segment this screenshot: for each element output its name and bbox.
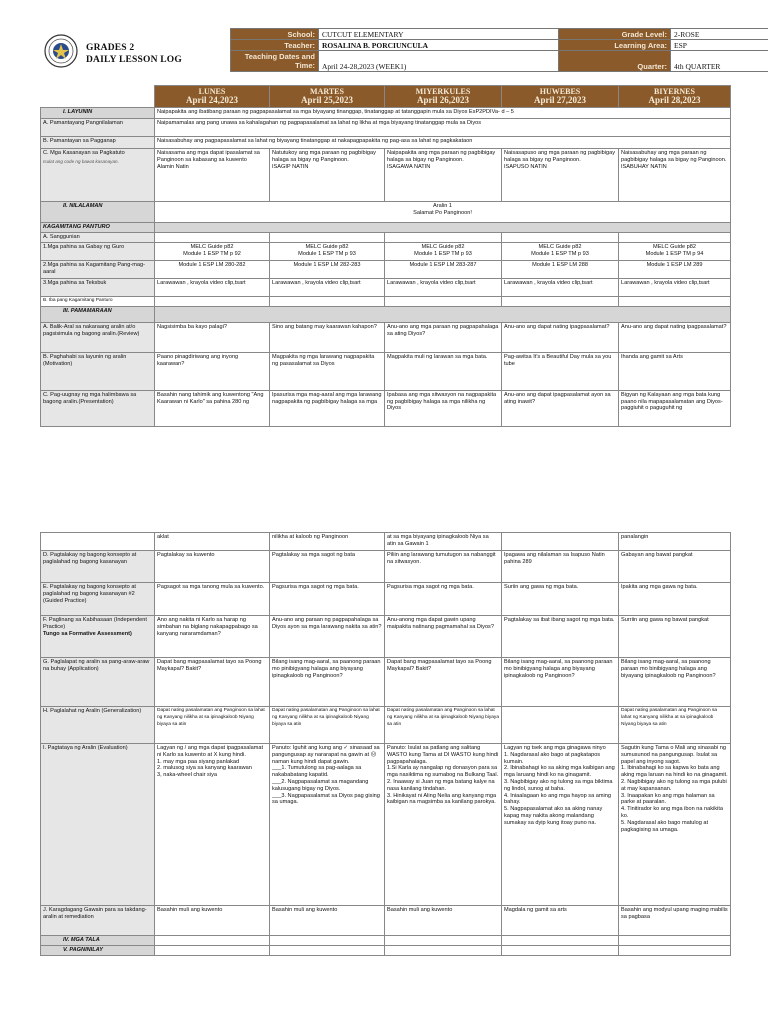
kasanayan-cell: Naisasama ang mga dapat ipasalamat sa Panginoon sa kabasang sa kuwento Alamin Natin [155, 149, 270, 202]
paglalahat-cell [502, 707, 619, 744]
pag-uugnay-cell: Anu-ano ang dapat ipagpasalamat ayon sa ating inawit? [502, 390, 619, 426]
paghahabi-cell: Paano pinagdiriwang ang inyong kaarawan? [155, 352, 270, 390]
continued-cell: at sa mga biyayang ipinagkaloob Niya sa atin sa Gawain 1 [385, 533, 502, 551]
gabay-guro-cell: MELC Guide p82 Module 1 ESP TM p 92 [155, 242, 270, 260]
cell-empty [155, 936, 270, 946]
row-label-pagtalakay-1: D. Pagtalakay ng bagong konsepto at paglalahad ng bagong kasanayan [41, 551, 155, 583]
day-header-monday: LUNES April 24,2023 [155, 86, 270, 108]
learner-material-cell: Module 1 ESP LM 283-287 [385, 260, 502, 278]
paghahabi-cell: Magpakita muli ng larawan sa mga bata. [385, 352, 502, 390]
paglalahat-cell: Dapat nating pasalamatan ang Panginoon sa lahat ng Kanyang nilikha at sa ipinagkaloob Niyang biyaya sa atin [385, 707, 502, 744]
cell-empty [502, 233, 619, 243]
paghahabi-cell: Ihanda ang gamit sa Arts [619, 352, 731, 390]
cell-empty [385, 946, 502, 956]
school-value: CUTCUT ELEMENTARY [319, 29, 559, 40]
section-pagninilay: V. PAGNINILAY [41, 946, 155, 956]
karagdagang-gawain-cell: Basahin muli ang kuwento [155, 906, 270, 936]
kasanayan-cell: Natutukoy ang mga paraan ng pagbibigay halaga sa bigay ng Panginoon. ISAGIP NATIN [270, 149, 385, 202]
header-table [230, 28, 768, 72]
cell-empty [155, 296, 270, 306]
gabay-guro-cell: MELC Guide p82 Module 1 ESP TM p 94 [619, 242, 731, 260]
row-label-pamantayan-sa-pagganap: B. Pamantayan sa Pagganap [41, 137, 155, 149]
cell-empty [385, 296, 502, 306]
row-label-karagdagang-gawain: J. Karagdagang Gawain para sa takdang-aralin at remediation [41, 906, 155, 936]
balik-aral-cell: Anu-ano ang mga paraan ng pagpapahalaga sa ating Diyos? [385, 322, 502, 352]
learner-material-cell: Module 1 ESP LM 280-282 [155, 260, 270, 278]
school-label: School: [231, 29, 319, 40]
paglinang-cell: Surriin ang gawa ng bawat pangkat [619, 616, 731, 658]
pagtalakay-2-cell: Pagsagot sa mga tanong mula sa kuwento. [155, 583, 270, 616]
learner-material-cell: Module 1 ESP LM 289 [619, 260, 731, 278]
balik-aral-cell: Anu-ano ang dapat nating ipagpasalamat? [502, 322, 619, 352]
pamantayang-pangnilalaman-text: Naipamamalas ang pang unawa sa kahalagahan ng pagpapasalamat sa lahat ng likha at mga biyayang tinatanggap mula sa Diyos [155, 119, 731, 137]
pag-uugnay-cell: Ipabasa ang mga sitwasyon na nagpapakita ng pagbibigay halaga sa mga nilikha ng Diyos [385, 390, 502, 426]
deped-seal-icon [44, 34, 78, 68]
row-label-mga-kasanayan [41, 149, 155, 202]
paghahabi-cell: Magpakita ng mga larawang nagpapakita ng pasasalamat sa Diyos [270, 352, 385, 390]
karagdagang-gawain-cell: Basahin ang modyul upang maging mabilis sa pagbasa [619, 906, 731, 936]
day-header-thursday: HUWEBES April 27,2023 [502, 86, 619, 108]
kasanayan-label: C. Mga Kasanayan sa Pagkatuto [43, 150, 125, 156]
karagdagang-gawain-cell: Magdala ng gamit sa arts [502, 906, 619, 936]
corner-cell [41, 86, 155, 108]
paglalapat-cell: Bilang isang mag-aaral, sa paanong paraan mo binibigyang halaga ang biyayang ipinagkaloob ng Panginoon? [619, 658, 731, 707]
pagtataya-cell: Panuto: Iguhit ang kung ang ✓ sinasaad sa pangungusap ay nararapat na gawin at ☹ naman kung hindi dapat gawin. ___1. Tumutulong sa pag-aalaga sa nakababatang kapatid. ___2. Nagpapasalamat sa magandang kalusugang bigay ng Diyos. ___3. Nagpapasalamat sa Diyos pag gising sa umaga. [270, 744, 385, 906]
teacher-value: ROSALINA B. PORCIUNCULA [319, 40, 559, 51]
pagtalakay-1-cell: Ipagawa ang nilalaman sa Isapuso Natin pahina 289 [502, 551, 619, 583]
cell-empty [502, 946, 619, 956]
teaching-dates-label: Teaching Dates and Time: [231, 51, 319, 72]
nilalaman-aralin: Aralin 1 [433, 203, 452, 209]
pagtalakay-1-cell: Pagtalakay sa kuwento [155, 551, 270, 583]
page-2 [0, 528, 768, 1024]
paglinang-label: F. Paglinang sa Kabihasaan (Independent Practice) [43, 617, 147, 630]
cell-empty [270, 946, 385, 956]
paglalahat-cell: Dapat nating pasalamatan ang Panginoon sa lahat ng Kanyang nilikha at sa ipinagkaloob Niyang biyaya sa atin [155, 707, 270, 744]
log-title [86, 42, 182, 66]
log-header [40, 28, 730, 78]
kasanayan-sublabel: Isulat ang code ng bawat kasanayan. [43, 158, 119, 164]
lesson-table-page1 [40, 85, 731, 427]
paglalapat-cell: Dapat bang magpasalamat tayo sa Poong Maykapal? Bakit? [155, 658, 270, 707]
paglinang-cell: Ano ang nakita ni Karlo sa harap ng simbahan na biglang nakapagpabago sa kanyang nararamdaman? [155, 616, 270, 658]
pamamaraan-blank [155, 306, 731, 322]
paglalapat-cell: Bilang isang mag-aaral, sa paanong paraan mo pinibigyang halaga ang biyayang ipinagkaloob ng Panginoon? [270, 658, 385, 707]
day-header-friday: BIYERNES April 28,2023 [619, 86, 731, 108]
paglinang-cell: Pagtalakay sa ibat ibang sagot ng mga bata. [502, 616, 619, 658]
gabay-guro-cell: MELC Guide p82 Module 1 ESP TM p 93 [270, 242, 385, 260]
teksbuk-cell: Larawawan , krayola video clip,tsart [155, 278, 270, 296]
kagamitang-panturo-blank [155, 223, 731, 233]
day-header-tuesday: MARTES April 25,2023 [270, 86, 385, 108]
teksbuk-cell: Larawawan , krayola video clip,tsart [270, 278, 385, 296]
row-label-balik-aral: A. Balik-Aral sa nakaraang aralin at/o pagsisimula ng bagong aralin.(Review) [41, 322, 155, 352]
pag-uugnay-cell: Basahin nang tahimik ang kuwentong "Ang Kaarawan ni Karlo" sa pahina 280 ng [155, 390, 270, 426]
row-label-paghahabi: B. Paghahabi sa layunin ng aralin (Motivation) [41, 352, 155, 390]
pagtalakay-1-cell: Piliin ang larawang tumutugon sa nabanggit na sitwasyon. [385, 551, 502, 583]
teaching-dates-value: April 24-28,2023 (WEEK1) [319, 51, 559, 72]
paglalapat-cell: Dapat bang magpasalamat tayo sa Poong Maykapal? Bakit? [385, 658, 502, 707]
quarter-value: 4th QUARTER [671, 51, 768, 72]
pagtalakay-1-cell: Gabayan ang bawat pangkat [619, 551, 731, 583]
day-header-wednesday: MIYERKULES April 26,2023 [385, 86, 502, 108]
balik-aral-cell: Anu-ano ang dapat nating ipagpasalamat? [619, 322, 731, 352]
pagtalakay-2-cell: Pagsurisa mga sagot ng mga bata. [270, 583, 385, 616]
row-label-paglalapat: G. Paglalapat ng aralin sa pang-araw-araw na buhay (Application) [41, 658, 155, 707]
row-label-paglalahat: H. Paglalahat ng Aralin (Generalization) [41, 707, 155, 744]
cell-empty [270, 296, 385, 306]
row-label-sanggunian: A. Sanggunian [41, 233, 155, 243]
row-label-teksbuk: 3.Mga pahina sa Teksbuk [41, 278, 155, 296]
row-label-paglinang [41, 616, 155, 658]
paglinang-sublabel: Tungo sa Formative Assessment) [43, 630, 132, 637]
teksbuk-cell: Larawawan , krayola video clip,tsart [619, 278, 731, 296]
pamantayan-sa-pagganap-text: Naisasabuhay ang pagpapasalamat sa lahat ng biyayang tinatanggap at nakapagpapakita ng pag-asa sa lahat ng pagkakataon [155, 137, 731, 149]
continued-cell: nilikha at kaloob ng Panginoon [270, 533, 385, 551]
paglalahat-cell: Dapat nating pasalamatan ang Panginoon sa lahat ng Kanyang nilikha at sa ipinagkaloob Niyang biyaya sa atin [270, 707, 385, 744]
pagtalakay-2-cell: Ipakita ang mga gawa ng bata. [619, 583, 731, 616]
teksbuk-cell: Larawawan , krayola video clip,tsart [502, 278, 619, 296]
layunin-text: Naipapakita ang ibatibang paraan ng pagpapasalamat sa mga biyayang tinanggap, tinatanggap at tatanggapin mula sa Diyos EsP2PDIVa- d – 5 [155, 108, 731, 119]
grade-level-label: Grade Level: [559, 29, 671, 40]
learning-area-value: ESP [671, 40, 768, 51]
kasanayan-cell: Naipapakita ang mga paraan ng pagbibigay halaga sa bigay ng Panginoon. ISAGAWA NATIN [385, 149, 502, 202]
cell-empty [270, 936, 385, 946]
pagtataya-cell: Lagyan ng / ang mga dapat ipagpasalamat ni Karlo sa kuwento at X kung hindi. 1. may mga paa siyang panlakad 2. malusog siya sa kanyang kaarawan 3, naka-wheel chair siya [155, 744, 270, 906]
karagdagang-gawain-cell: Basahin muli ang kuwento [270, 906, 385, 936]
log-title-line1: GRADES 2 [86, 43, 135, 53]
teksbuk-cell: Larawawan , krayola video clip,tsart [385, 278, 502, 296]
quarter-label: Quarter: [559, 51, 671, 72]
cell-empty [619, 296, 731, 306]
nilalaman-text [155, 202, 731, 223]
balik-aral-cell: Nagsisimba ba kayo palagi? [155, 322, 270, 352]
karagdagang-gawain-cell: Basahin muli ang kuwento [385, 906, 502, 936]
pagtataya-cell: Panuto: Isulat sa patlang ang salitang WASTO kung Tama at DI WASTO kung hindi pagpapahalaga. 1.Si Karla ay nangalap ng donasyon para sa mga nasiktima ng sumabog na Bulkang Taal. 2. Inaaway si Juan ng mga batang kalye na nasa kanilang tindahan. 3. Hinikayat ni Aling Nelia ang kanyang mga kaibigan na magsimba sa kanilang parokya. [385, 744, 502, 906]
teacher-label: Teacher: [231, 40, 319, 51]
section-kagamitang-panturo: KAGAMITANG PANTURO [41, 223, 155, 233]
log-title-line2: DAILY LESSON LOG [86, 55, 182, 65]
section-layunin: I. LAYUNIN [41, 108, 155, 119]
gabay-guro-cell: MELC Guide p82 Module 1 ESP TM p 93 [385, 242, 502, 260]
cell-empty [385, 936, 502, 946]
pagtalakay-2-cell: Suriin ang gawa ng mga bata. [502, 583, 619, 616]
learner-material-cell: Module 1 ESP LM 282-283 [270, 260, 385, 278]
learning-area-label: Learning Area: [559, 40, 671, 51]
cell-empty [270, 233, 385, 243]
cell-empty [502, 936, 619, 946]
cell-empty [41, 533, 155, 551]
cell-empty [385, 233, 502, 243]
pagtataya-cell: Lagyan ng tsek ang mga ginagawa ninyo 1. Nagdarasal ako bago at pagkatapos kumain. 2. Ibinabahagi ko sa aking mga kaibigan ang mga laruang hindi ko na ginagamit. 3. Nagbibigay ako ng tulong sa mga biktima ng lindol, sunog at baha. 4. Iniaalagaan ko ang mga hayop sa aming bahay. 5. Nagpapasalamat ako sa aking nanay kapag may nakita akong malandang sumakay sa dyip kung itoay puno na. [502, 744, 619, 906]
section-mga-tala: IV. MGA TALA [41, 936, 155, 946]
row-label-gabay-ng-guro: 1.Mga pahina sa Gabay ng Guro [41, 242, 155, 260]
kasanayan-cell: Naisasapuso ang mga paraan ng pagbibigay halaga sa bigay ng Panginoon. ISAPUSO NATIN [502, 149, 619, 202]
paglinang-cell: Anu-ano ang paraan ng pagpapahalaga sa Diyos ayon sa mga larawang nakita sa atin? [270, 616, 385, 658]
pagtalakay-2-cell: Pagsurisa mga sagot ng mga bata. [385, 583, 502, 616]
grade-level-value: 2-ROSE [671, 29, 768, 40]
cell-empty [619, 233, 731, 243]
page-1 [0, 0, 768, 470]
balik-aral-cell: Sino ang batang may kaarawan kahapon? [270, 322, 385, 352]
pag-uugnay-cell: Ipasurisa mga mag-aaral ang mga larawang nagpapakita ng pagbibigay halaga sa mga [270, 390, 385, 426]
paghahabi-cell: Pag-awitsa It's a Beautiful Day mula sa you tube [502, 352, 619, 390]
continued-cell [502, 533, 619, 551]
row-label-pag-uugnay: C. Pag-uugnay ng mga halimbawa sa bagong aralin.(Presentation) [41, 390, 155, 426]
cell-empty [155, 233, 270, 243]
cell-empty [619, 936, 731, 946]
paglinang-cell: Anu-anong mga dapat gawin upang maipakita natinang pagmamahal sa Diyos? [385, 616, 502, 658]
pagtataya-cell: Sagutin kung Tama o Mali ang sinasabi ng sumusunod na pangungusap. Isulat sa papel ang inyong sagot. 1. Ibinabahagi ko sa kapwa ko bata ang aking mga laruan na hindi ko na ginagamit. 2. Nagbibigay ako ng tulong sa mga pulubi at may kapansanan. 3. Inaapakan ko ang mga halaman sa parke at paaralan. 4. Tinitirador ko ang mga ibon na nakikita ko. 5. Nagdarasal ako bago matulog at pagkagising sa umaga. [619, 744, 731, 906]
paglalahat-cell: Dapat nating pasalamatan ang Panginoon sa lahat ng Kanyang nilikha at sa ipinagkaloob Niyang biyaya sa atin [619, 707, 731, 744]
pagtalakay-1-cell: Pagtalakay sa mga sagot ng bata [270, 551, 385, 583]
section-nilalaman: II. NILALAMAN [41, 202, 155, 223]
row-label-iba-pang-kagamitan: B. Iba pang Kagamitang Panturo [41, 296, 155, 306]
learner-material-cell: Module 1 ESP LM 288 [502, 260, 619, 278]
lesson-table-page2 [40, 532, 731, 956]
cell-empty [619, 946, 731, 956]
nilalaman-title: Salamat Po Panginoon! [413, 209, 472, 216]
cell-empty [502, 296, 619, 306]
section-pamamaraan: III. PAMAMARAAN [41, 306, 155, 322]
kasanayan-cell: Naisasabuhay ang mga paraan ng pagbibigay halaga sa bigay ng Panginoon. ISABUHAY NATIN [619, 149, 731, 202]
row-label-pagtalakay-2: E. Pagtalakay ng bagong konsepto at paglalahad ng bagong kasanayan #2 (Guided Practice) [41, 583, 155, 616]
continued-cell: aklat [155, 533, 270, 551]
row-label-pagtataya: I. Pagtataya ng Aralin (Evaluation) [41, 744, 155, 906]
continued-cell: panalangin [619, 533, 731, 551]
row-label-pamantayang-pangnilalaman: A. Pamantayang Pangnilalaman [41, 119, 155, 137]
cell-empty [155, 946, 270, 956]
paglalapat-cell: Bilang isang mag-aaral, sa paanong paraan mo binibigyang halaga ang biyayang ipinagkaloob ng Panginoon? [502, 658, 619, 707]
row-label-kagamitang-pang-mag-aaral: 2.Mga pahina sa Kagamitang Pang-mag-aaral [41, 260, 155, 278]
gabay-guro-cell: MELC Guide p82 Module 1 ESP TM p 93 [502, 242, 619, 260]
pag-uugnay-cell: Bigyan ng Kalayaan ang mga bata kung paano nila mapapasalamatan ang Diyos-paggiuhit o paguguhit ng [619, 390, 731, 426]
